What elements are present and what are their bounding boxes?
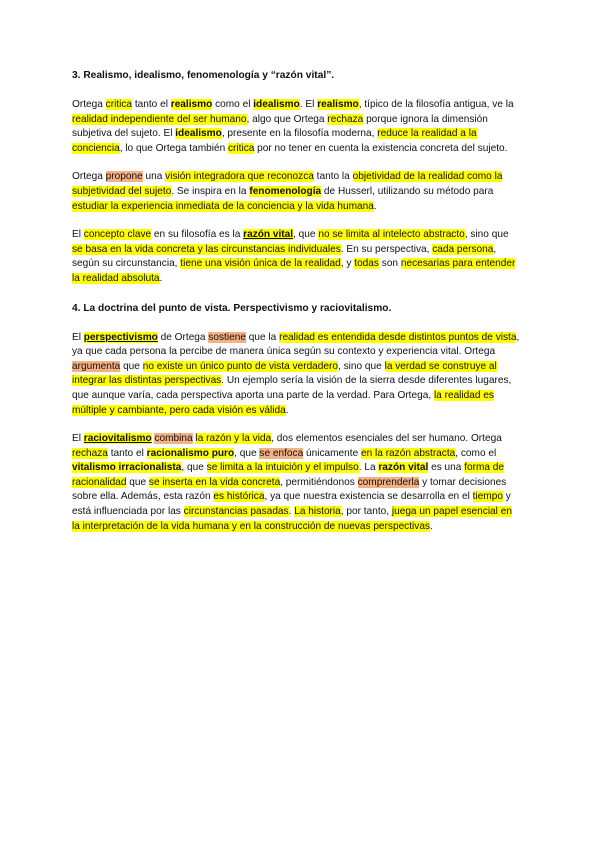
orange-highlight: sostiene: [208, 331, 246, 343]
text-run: una: [142, 171, 166, 183]
yellow-highlight: visión integradora que reconozca: [165, 171, 314, 183]
yellow-highlight: objetividad de la realidad como la subjetividad del sujeto: [72, 171, 503, 197]
yellow-highlight: la verdad se construye al integrar las distintas perspectivas: [72, 360, 497, 387]
text-run: , que: [234, 447, 260, 459]
paragraph: [72, 331, 522, 419]
orange-highlight: se enfoca: [259, 447, 304, 459]
text-run: . En su perspectiva,: [340, 243, 433, 255]
text-run: , sino que: [338, 360, 385, 372]
yellow-highlight: se basa en la vida concreta y las circunstancias individuales: [72, 243, 341, 255]
yellow-highlight: se limita a la intuición y el impulso: [206, 462, 359, 474]
text-run: y tomar decisiones sobre ella. Además, esta razón: [72, 476, 507, 503]
paragraph: [72, 432, 522, 534]
orange-highlight: argumenta: [72, 360, 121, 372]
yellow-highlight: rechaza: [72, 447, 108, 459]
yellow-highlight: realismo: [170, 99, 213, 110]
yellow-highlight: racionalismo puro: [146, 447, 235, 459]
yellow-highlight: no se limita al intelecto abstracto: [318, 229, 465, 241]
yellow-highlight: idealismo: [253, 99, 300, 110]
text-run: .: [288, 506, 295, 518]
paragraph: [72, 98, 522, 156]
yellow-highlight: en la razón abstracta: [361, 447, 456, 459]
text-run: es una: [428, 462, 465, 474]
text-run: , ya que nuestra existencia se desarrolla en el: [264, 491, 473, 503]
text-run: , presente en la filosofía moderna,: [221, 128, 378, 140]
text-run: en su filosofía es la: [151, 229, 244, 241]
yellow-highlight: razón vital: [243, 229, 294, 241]
text-run: tanto la: [313, 171, 353, 183]
text-run: únicamente: [303, 447, 361, 459]
yellow-highlight: no existe un único punto de vista verdadero: [142, 360, 338, 372]
text-run: que: [126, 476, 149, 488]
text-run: de Ortega: [157, 331, 209, 343]
text-run: , que: [181, 462, 207, 474]
text-run: tanto el: [107, 447, 147, 459]
yellow-highlight: tiempo: [472, 491, 503, 503]
yellow-highlight: rechaza: [327, 113, 364, 125]
text-run: , y: [340, 258, 355, 270]
text-run: , dos elementos esenciales del ser humano. Ortega: [271, 433, 502, 445]
text-run: , sino que: [464, 229, 509, 241]
text-run: , ya que cada persona la percibe de manera única según su contexto y experiencia vital. Ortega: [72, 331, 520, 358]
yellow-highlight: realismo: [317, 99, 359, 110]
text-run: son: [378, 258, 401, 270]
text-run: , que: [293, 229, 319, 241]
yellow-highlight: necesarias para entender la realidad absoluta: [72, 258, 516, 284]
yellow-highlight: perspectivismo: [83, 331, 158, 343]
text-run: . El: [299, 99, 318, 110]
text-run: , permitiéndonos: [280, 476, 358, 488]
yellow-highlight: concepto clave: [83, 229, 152, 241]
yellow-highlight: realidad es entendida desde distintos puntos de vista: [279, 331, 517, 343]
text-run: , lo que Ortega también: [119, 142, 228, 154]
yellow-highlight: vitalismo irracionalista: [72, 462, 182, 474]
yellow-highlight: la realidad es múltiple y cambiante, pero cada visión es válida: [72, 389, 494, 416]
text-run: que: [120, 360, 143, 372]
text-run: como el: [212, 99, 254, 110]
text-run: de Husserl, utilizando su método para: [321, 185, 494, 197]
text-run: .: [373, 200, 377, 212]
paragraph: [72, 228, 522, 286]
section-heading: 3. Realismo, idealismo, fenomenología y “razón vital”.: [72, 70, 335, 81]
text-run: Ortega: [72, 171, 106, 183]
yellow-highlight: razón vital: [378, 462, 429, 474]
section-heading: 4. La doctrina del punto de vista. Perspectivismo y raciovitalismo.: [72, 302, 392, 314]
yellow-highlight: todas: [354, 258, 379, 270]
yellow-highlight: critica: [228, 142, 255, 154]
text-run: . Se inspira en la: [171, 185, 250, 197]
text-run: por no tener en cuenta la existencia concreta del sujeto.: [254, 142, 508, 154]
yellow-highlight: se inserta en la vida concreta: [148, 476, 281, 488]
text-run: , típico de la filosofía antigua, ve la: [358, 99, 514, 110]
paragraph: [72, 170, 522, 214]
text-run: Ortega: [72, 99, 106, 110]
text-run: , según su circunstancia,: [72, 243, 497, 270]
text-run: .: [285, 404, 289, 416]
yellow-highlight: la razón y la vida: [195, 433, 272, 445]
text-run: tanto el: [132, 99, 171, 110]
orange-highlight: comprenderla: [357, 476, 420, 488]
yellow-highlight: La historia: [294, 506, 341, 518]
text-run: .: [429, 520, 433, 532]
yellow-highlight: critica: [105, 99, 133, 110]
yellow-highlight: circunstancias pasadas: [183, 506, 289, 518]
yellow-highlight: estudiar la experiencia inmediata de la conciencia y la vida humana: [72, 200, 374, 212]
yellow-highlight: cada persona: [432, 243, 494, 255]
text-run: que la: [245, 331, 280, 343]
orange-highlight: combina: [154, 433, 193, 445]
text-run: El: [72, 433, 84, 445]
text-run: .: [159, 272, 163, 284]
yellow-highlight: reduce la realidad a la conciencia: [72, 128, 477, 154]
yellow-highlight: juega un papel esencial en la interpretación de la vida humana y en la construcción de nuevas perspectivas: [72, 506, 512, 532]
yellow-highlight: forma de racionalidad: [72, 462, 505, 488]
text-run: El: [72, 331, 84, 343]
text-run: , por tanto,: [340, 506, 392, 518]
text-run: , como el: [455, 447, 497, 459]
text-run: , algo que Ortega: [246, 113, 328, 125]
yellow-highlight: realidad independiente del ser humano: [72, 113, 247, 125]
yellow-highlight: idealismo: [175, 128, 222, 140]
yellow-highlight: es histórica: [213, 491, 265, 503]
text-run: y está influenciada por las: [72, 491, 511, 518]
yellow-highlight: raciovitalismo: [83, 433, 152, 445]
orange-highlight: propone: [105, 171, 143, 183]
yellow-highlight: fenomenología: [249, 185, 322, 197]
text-run: El: [72, 229, 84, 241]
document-body: [72, 68, 522, 534]
text-run: porque ignora la dimensión subjetiva del sujeto. El: [72, 113, 488, 140]
text-run: . Un ejemplo sería la visión de la sierra desde diferentes lugares, que aunque varía, cada perspectiva aporta una parte de la verdad. Para Ortega,: [72, 375, 512, 401]
text-run: . La: [358, 462, 379, 474]
yellow-highlight: tiene una visión única de la realidad: [180, 258, 341, 270]
